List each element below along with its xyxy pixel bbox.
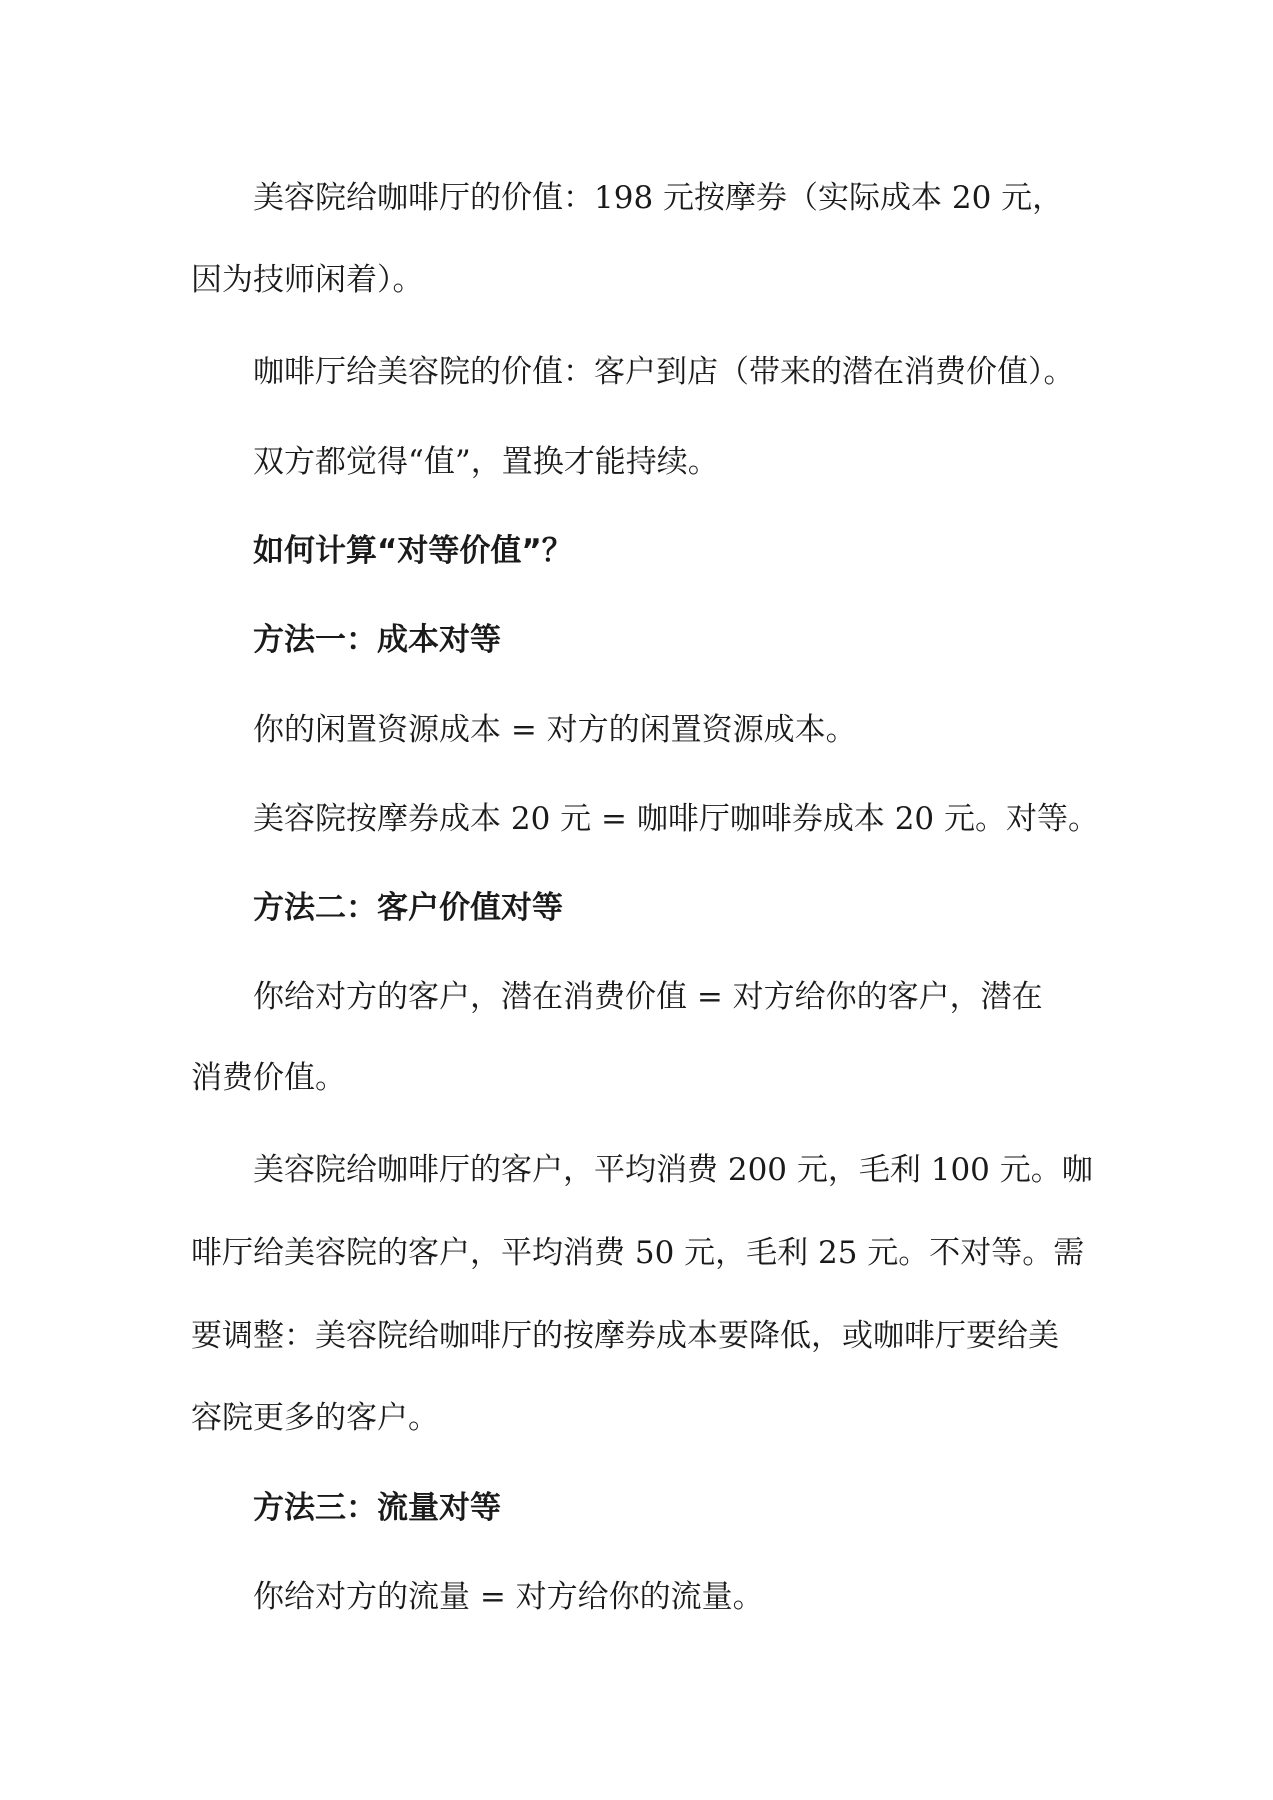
paragraph-cost-example: 美容院按摩券成本 20 元 = 咖啡厅咖啡券成本 20 元。对等。 xyxy=(253,801,1099,837)
heading-how-to-calculate: 如何计算“对等价值”？ xyxy=(253,533,573,569)
paragraph-customer-example-line1: 美容院给咖啡厅的客户，平均消费 200 元，毛利 100 元。咖 xyxy=(253,1152,1093,1188)
paragraph-customer-example-line3: 要调整：美容院给咖啡厅的按摩券成本要降低，或咖啡厅要给美 xyxy=(191,1318,1059,1354)
paragraph-beauty-value-line1: 美容院给咖啡厅的价值：198 元按摩券（实际成本 20 元， xyxy=(253,180,1064,216)
paragraph-beauty-value-line2: 因为技师闲着）。 xyxy=(191,262,424,298)
heading-method-one: 方法一：成本对等 xyxy=(253,622,501,658)
heading-method-three: 方法三：流量对等 xyxy=(253,1490,501,1526)
heading-method-two: 方法二：客户价值对等 xyxy=(253,890,563,926)
paragraph-customer-example-line2: 啡厅给美容院的客户，平均消费 50 元，毛利 25 元。不对等。需 xyxy=(191,1235,1085,1271)
paragraph-both-worth: 双方都觉得“值”，置换才能持续。 xyxy=(253,444,719,480)
paragraph-customer-value-line1: 你给对方的客户，潜在消费价值 = 对方给你的客户，潜在 xyxy=(253,979,1043,1015)
paragraph-customer-value-line2: 消费价值。 xyxy=(191,1060,346,1096)
paragraph-traffic-equal: 你给对方的流量 = 对方给你的流量。 xyxy=(253,1579,764,1615)
paragraph-cafe-value: 咖啡厅给美容院的价值：客户到店（带来的潜在消费价值）。 xyxy=(253,354,1075,390)
paragraph-customer-example-line4: 容院更多的客户。 xyxy=(191,1400,439,1436)
paragraph-idle-cost-equal: 你的闲置资源成本 = 对方的闲置资源成本。 xyxy=(253,712,857,748)
